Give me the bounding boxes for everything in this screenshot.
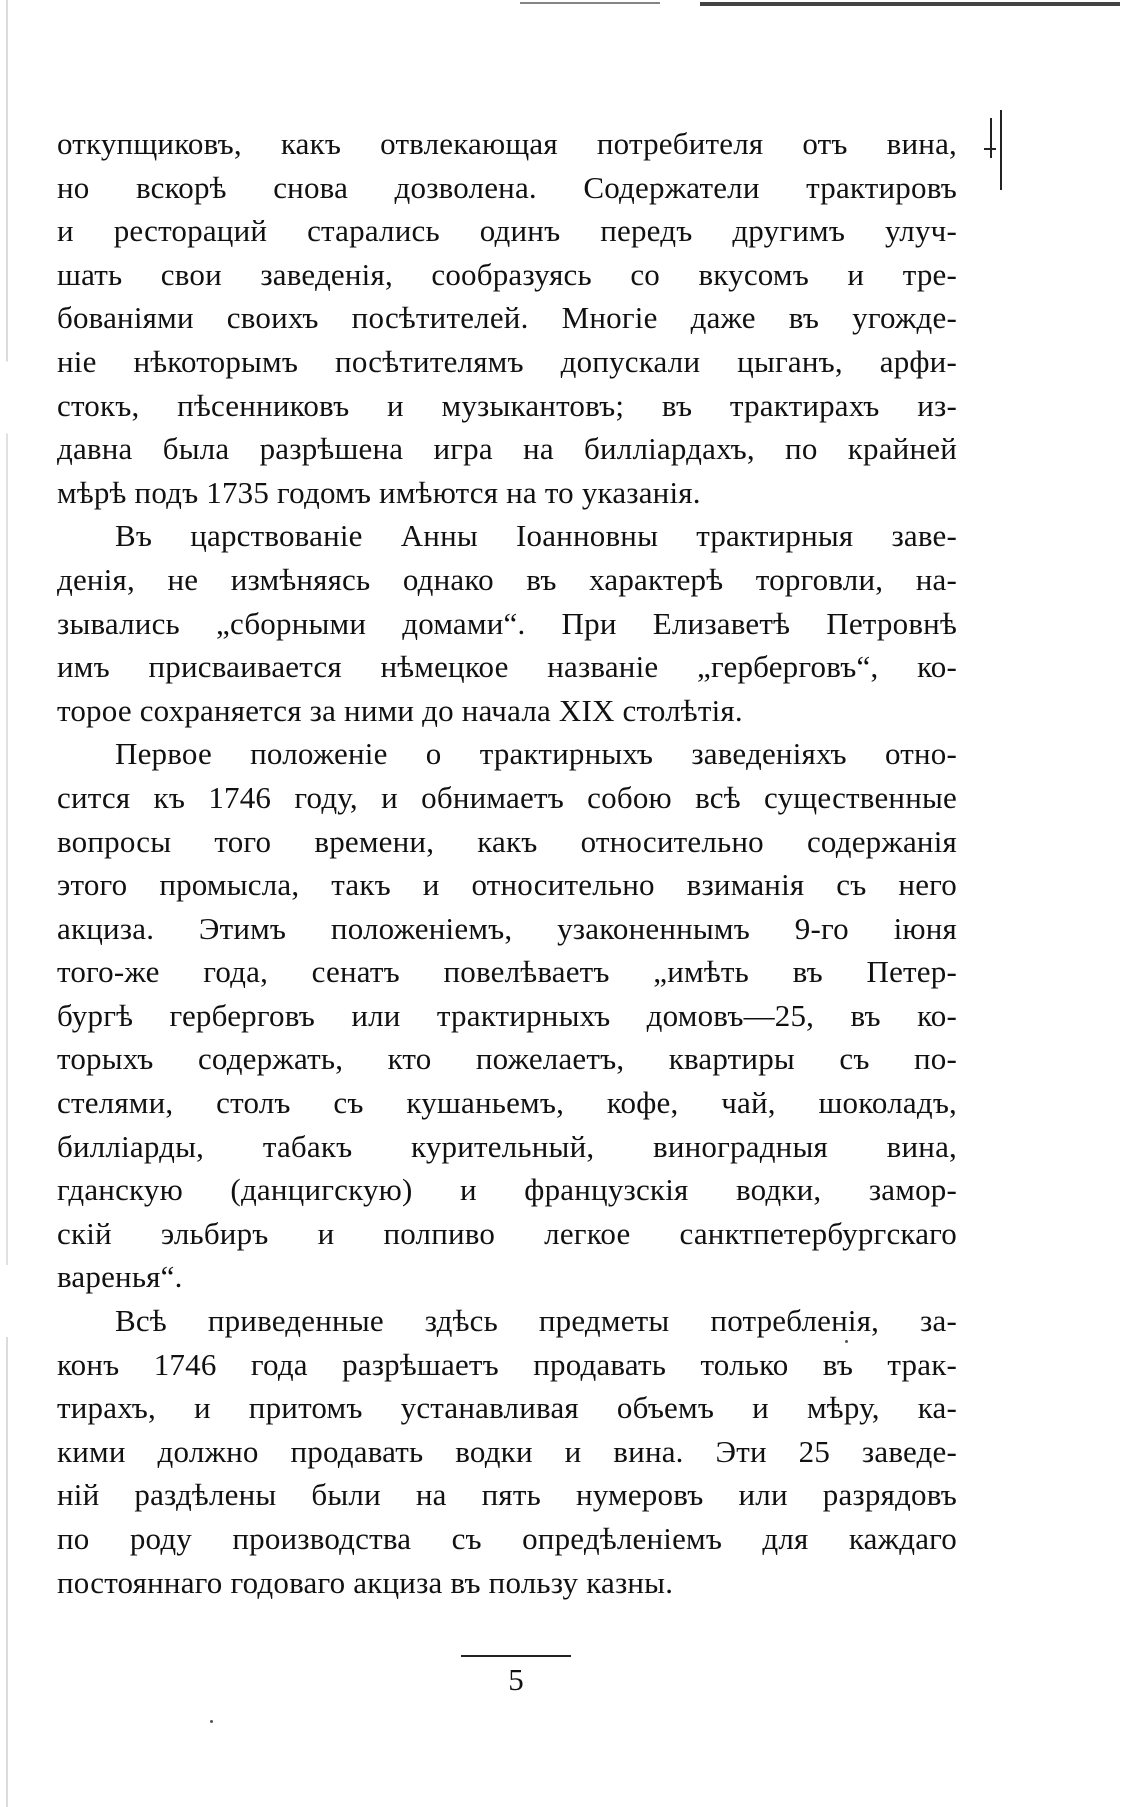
margin-pencil-marks: [960, 110, 1010, 230]
text-line: зывались „сборными домами“. При Елизаветѣ Петровнѣ: [57, 605, 957, 641]
text-line: и рестораций старались одинъ передъ другимъ улуч-: [57, 213, 957, 249]
text-line: Всѣ приведенные здѣсь предметы потребленія, за-: [115, 1303, 957, 1339]
text-line: откупщиковъ, какъ отвлекающая потребителя отъ вина,: [57, 126, 957, 161]
paper-speck: [845, 1340, 848, 1343]
text-line: этого промысла, такъ и относительно взиманія съ него: [57, 867, 957, 903]
text-line: ній раздѣлены были на пять нумеровъ или разрядовъ: [57, 1477, 957, 1513]
paragraph: [57, 1299, 957, 1604]
text-line: по роду производства съ опредѣленіемъ для каждаго: [57, 1521, 957, 1556]
text-line: скій эльбиръ и полпиво легкое санктпетербургскаго: [57, 1215, 957, 1251]
text-line: шать свои заведенія, сообразуясь со вкусомъ и тре-: [57, 256, 957, 292]
page-number: 5: [508, 1662, 524, 1697]
text-line: сится къ 1746 году, и обнимаетъ собою всѣ существенные: [57, 779, 957, 815]
paper-speck: [210, 1720, 213, 1723]
top-edge-mark: [700, 2, 1120, 6]
top-edge-mark-secondary: [520, 2, 660, 4]
text-line: имъ присваивается нѣмецкое названіе „герберговъ“, ко-: [57, 649, 957, 685]
text-line: варенья“.: [57, 1259, 183, 1295]
text-line: Въ царствованіе Анны Іоанновны трактирныя заве-: [115, 518, 957, 554]
text-line: Первое положеніе о трактирныхъ заведеніяхъ отно-: [115, 736, 957, 772]
text-line: ніе нѣкоторымъ посѣтителямъ допускали цыганъ, арфи-: [57, 343, 957, 379]
page-number-rule: [461, 1655, 571, 1657]
text-line: вопросы того времени, какъ относительно содержанія: [57, 823, 957, 859]
text-line: акциза. Этимъ положеніемъ, узаконеннымъ 9-го іюня: [57, 910, 957, 946]
text-line: но вскорѣ снова дозволена. Содержатели трактировъ: [57, 169, 957, 205]
text-line: кими должно продавать водки и вина. Эти 25 заведе-: [57, 1433, 957, 1469]
body-text: [57, 122, 957, 1604]
paragraph: [57, 122, 957, 514]
text-line: стокъ, пѣсенниковъ и музыкантовъ; въ трактирахъ из-: [57, 387, 957, 423]
left-page-edge: [6, 0, 8, 1807]
text-line: торое сохраняется за ними до начала XIX столѣтія.: [57, 692, 743, 728]
text-line: конъ 1746 года разрѣшаетъ продавать только въ трак-: [57, 1346, 957, 1382]
text-line: торыхъ содержать, кто пожелаетъ, квартиры съ по-: [57, 1041, 957, 1077]
text-line: билліарды, табакъ курительный, виноградныя вина,: [57, 1128, 957, 1164]
text-line: мѣрѣ подъ 1735 годомъ имѣются на то указанія.: [57, 474, 701, 510]
paragraph: [57, 514, 957, 732]
text-line: давна была разрѣшена игра на билліардахъ, по крайней: [57, 431, 957, 467]
text-line: постояннаго годоваго акциза въ пользу казны.: [57, 1564, 674, 1600]
text-line: бованіями своихъ посѣтителей. Многіе даже въ угожде-: [57, 300, 957, 336]
text-line: того-же года, сенатъ повелѣваетъ „имѣть въ Петер-: [57, 954, 957, 990]
paragraph: [57, 732, 957, 1299]
text-line: денія, не измѣняясь однако въ характерѣ торговли, на-: [57, 561, 957, 597]
text-line: стелями, столъ съ кушаньемъ, кофе, чай, шоколадъ,: [57, 1085, 957, 1121]
text-line: тирахъ, и притомъ устанавливая объемъ и мѣру, ка-: [57, 1390, 957, 1426]
text-line: гданскую (данцигскую) и французскія водки, замор-: [57, 1172, 957, 1208]
text-line: бургѣ герберговъ или трактирныхъ домовъ—25, въ ко-: [57, 997, 957, 1033]
